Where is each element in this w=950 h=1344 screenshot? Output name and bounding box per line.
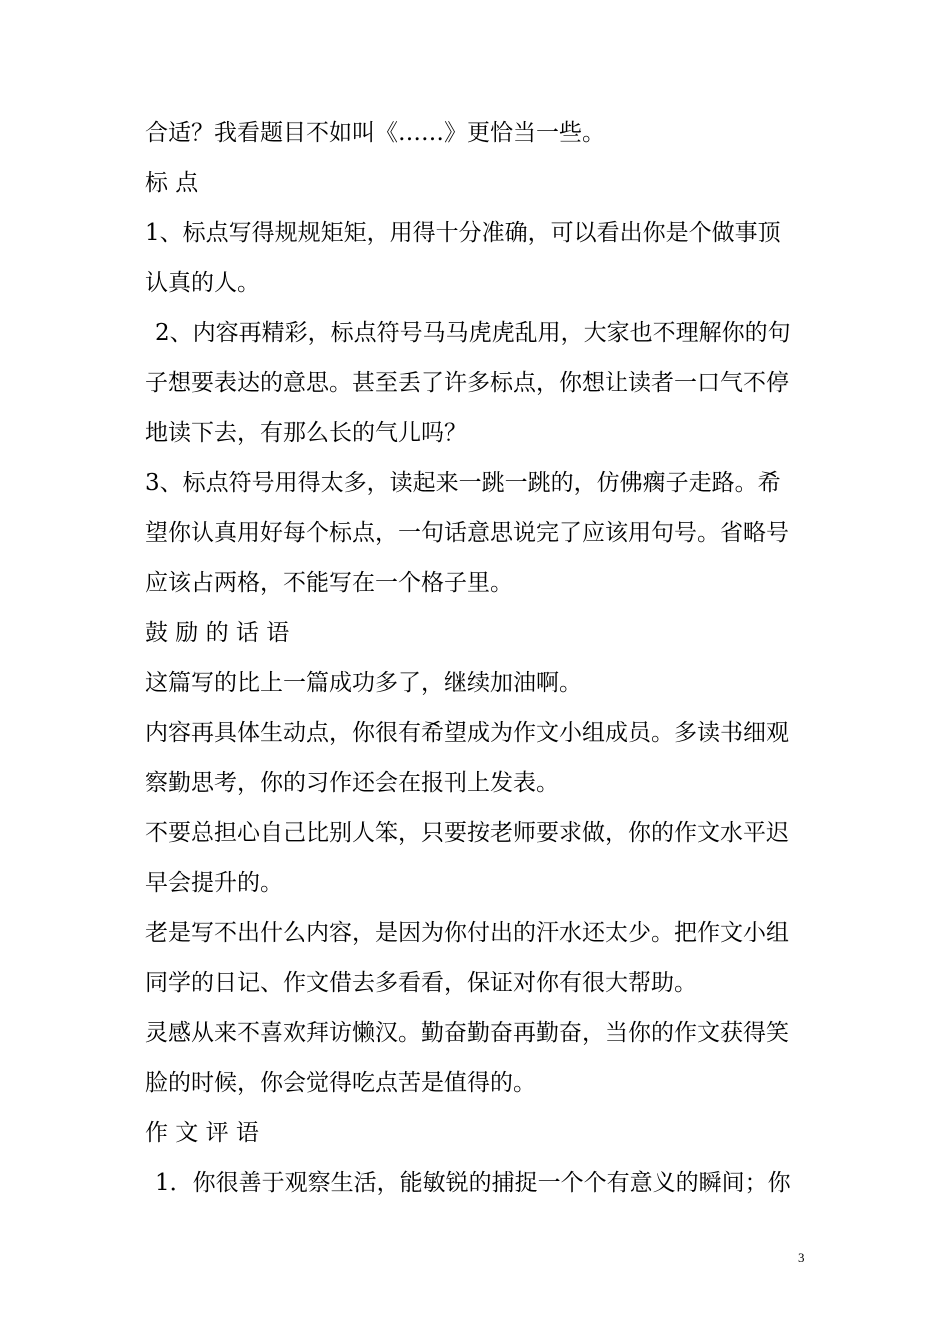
section-heading-punctuation: 标 点 [145, 170, 199, 196]
text-line: 2、内容再精彩，标点符号马马虎虎乱用，大家也不理解你的句 [155, 320, 791, 346]
text-line: 1．你很善于观察生活，能敏锐的捕捉一个个有意义的瞬间；你 [155, 1170, 791, 1196]
text-line: 老是写不出什么内容，是因为你付出的汗水还太少。把作文小组 [145, 920, 789, 946]
text-line: 内容再具体生动点，你很有希望成为作文小组成员。多读书细观 [145, 720, 789, 746]
page-number: 3 [798, 1250, 805, 1265]
text-line: 这篇写的比上一篇成功多了，继续加油啊。 [145, 670, 582, 696]
text-line: 子想要表达的意思。甚至丢了许多标点，你想让读者一口气不停 [145, 370, 789, 396]
text-line: 不要总担心自己比别人笨，只要按老师要求做，你的作文水平迟 [145, 820, 789, 846]
text-line: 察勤思考，你的习作还会在报刊上发表。 [145, 770, 559, 796]
text-line: 同学的日记、作文借去多看看，保证对你有很大帮助。 [145, 970, 697, 996]
text-line: 望你认真用好每个标点，一句话意思说完了应该用句号。省略号 [145, 520, 789, 546]
text-line: 应该占两格，不能写在一个格子里。 [145, 570, 513, 596]
section-heading-composition-comments: 作 文 评 语 [145, 1120, 259, 1146]
text-line: 早会提升的。 [145, 870, 283, 896]
text-line: 3、标点符号用得太多，读起来一跳一跳的，仿佛瘸子走路。希 [145, 470, 781, 496]
text-line: 认真的人。 [145, 270, 260, 296]
text-line: 灵感从来不喜欢拜访懒汉。勤奋勤奋再勤奋，当你的作文获得笑 [145, 1020, 789, 1046]
document-body [145, 108, 810, 1208]
text-line: 合适？我看题目不如叫《……》更恰当一些。 [145, 120, 605, 146]
text-line: 地读下去，有那么长的气儿吗？ [145, 420, 467, 446]
section-heading-encouragement: 鼓 励 的 话 语 [145, 620, 290, 646]
text-line: 脸的时候，你会觉得吃点苦是值得的。 [145, 1070, 536, 1096]
text-line: 1、标点写得规规矩矩，用得十分准确，可以看出你是个做事顶 [145, 220, 781, 246]
